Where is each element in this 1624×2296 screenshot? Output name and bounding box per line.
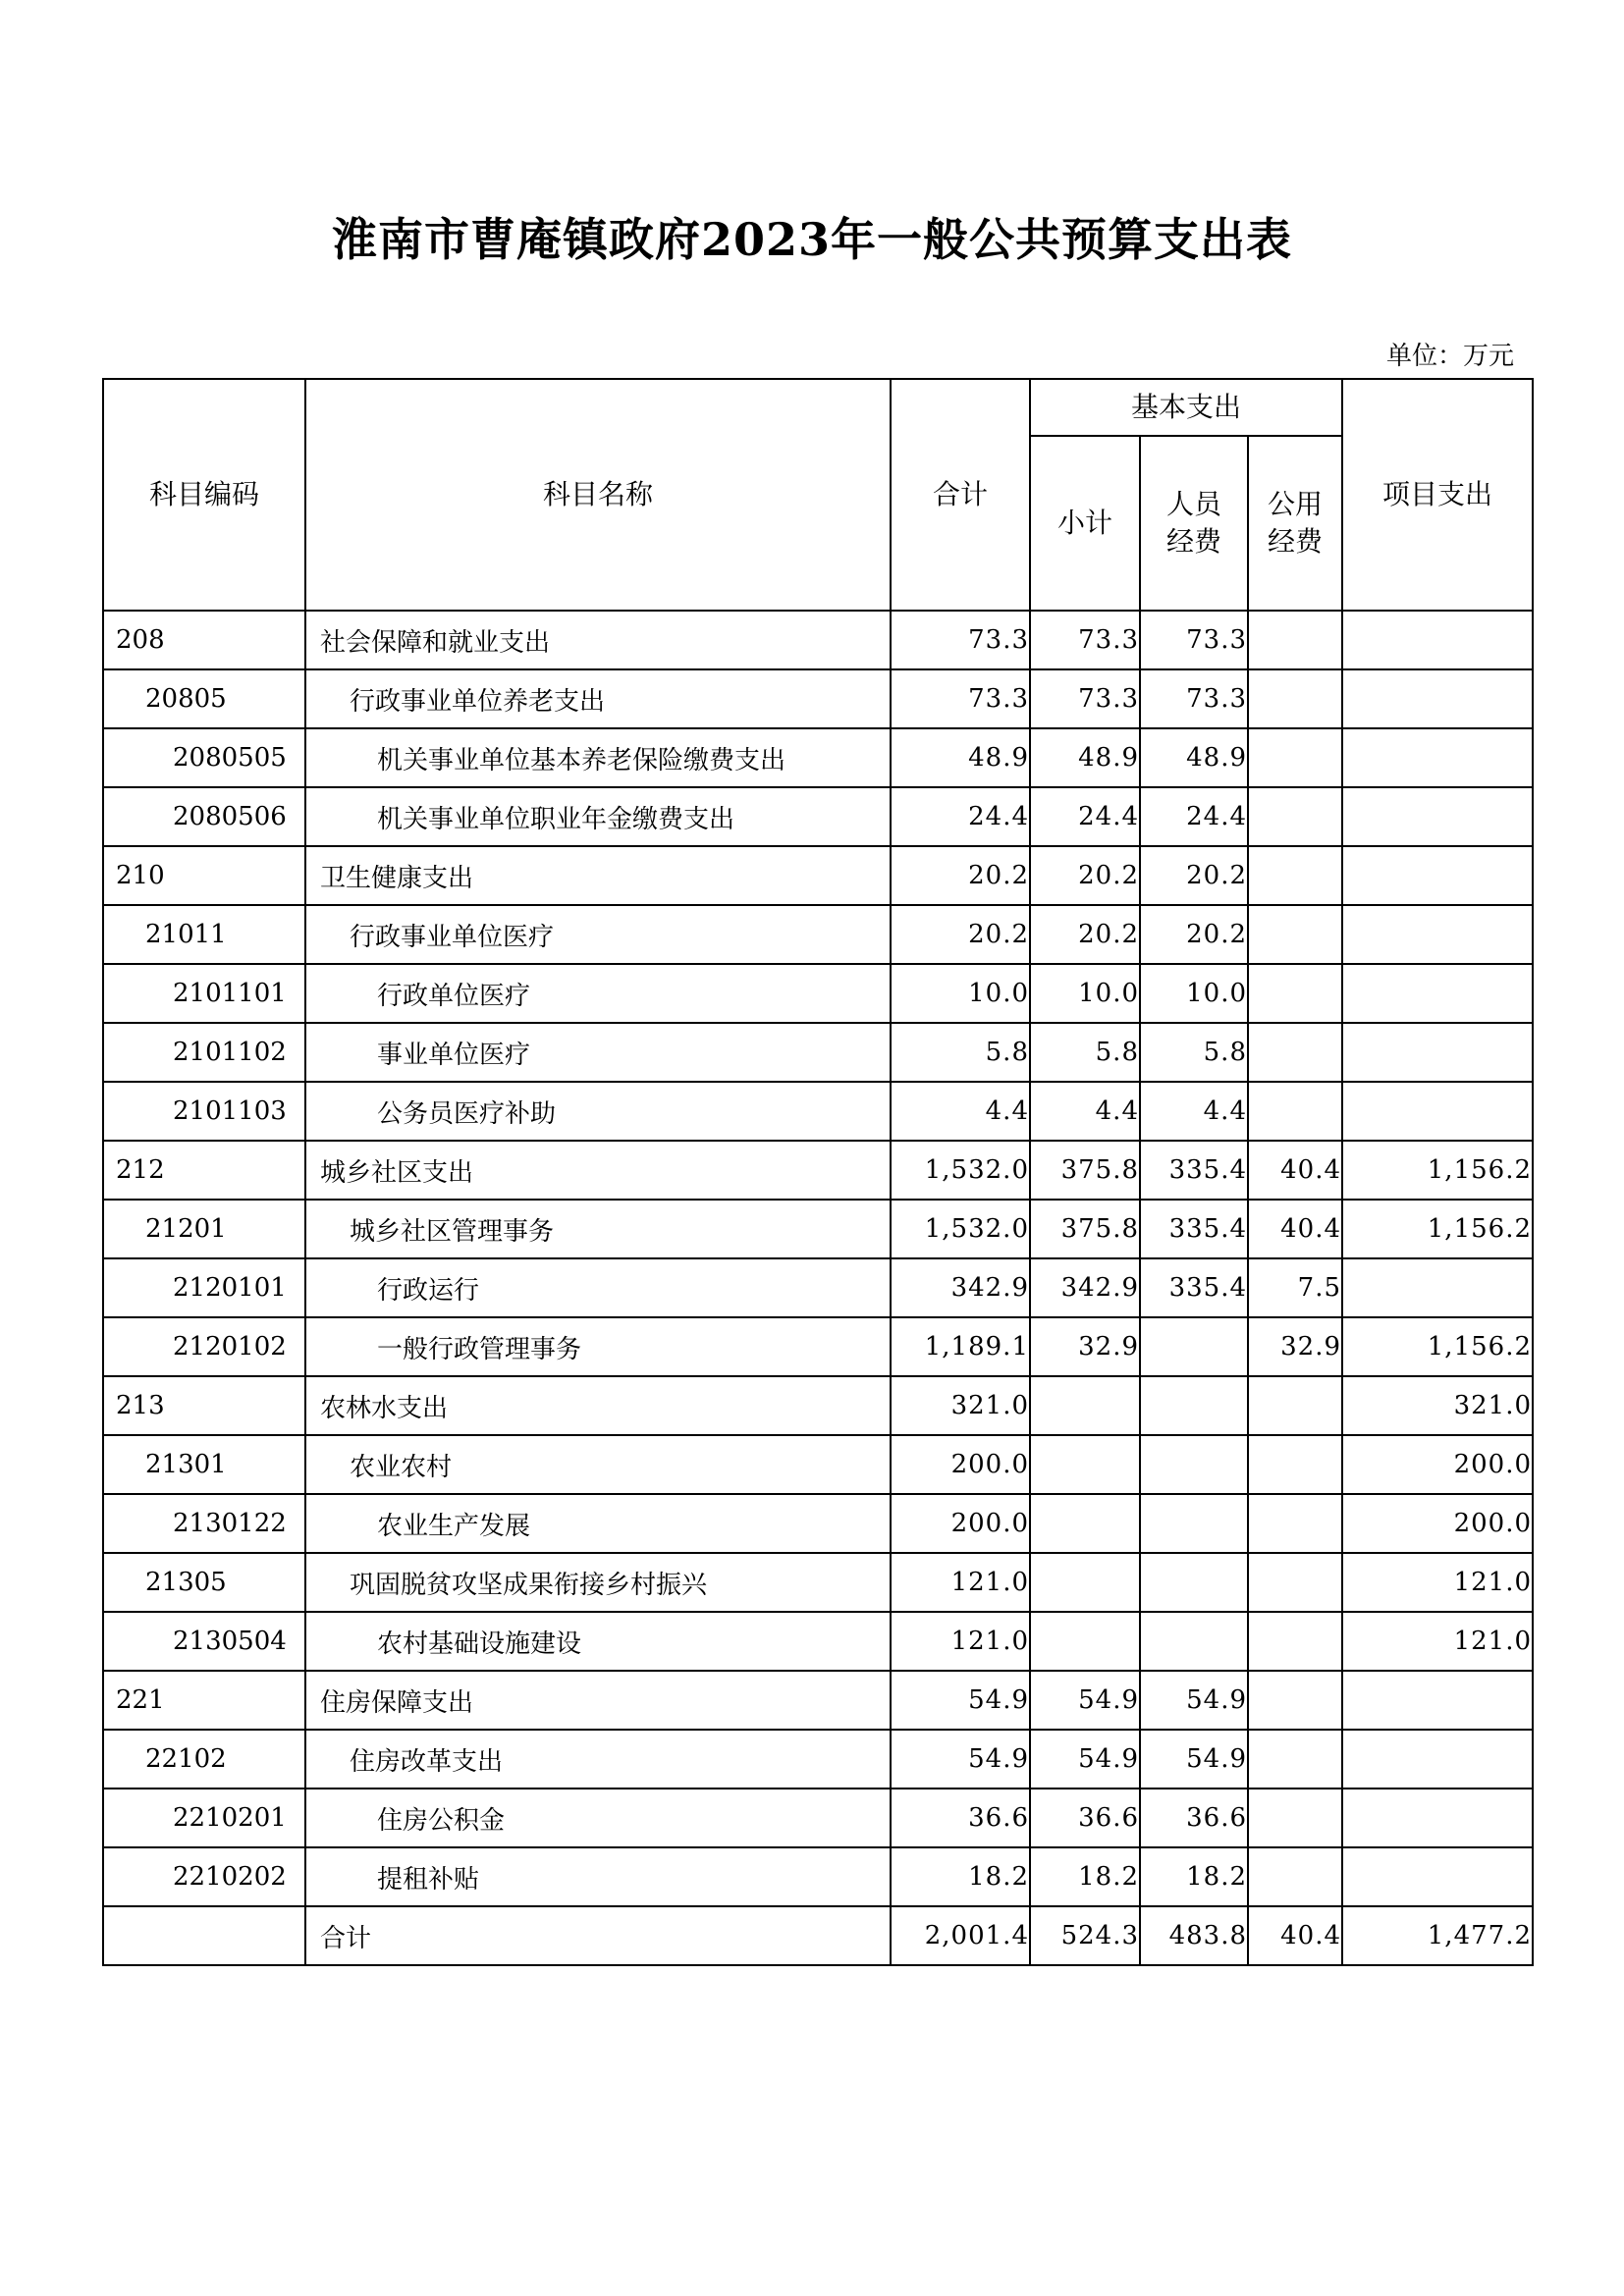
total-cell: 73.3 [891, 669, 1030, 728]
table-row [103, 1141, 1533, 1200]
table-row [103, 964, 1533, 1023]
personnel-cell: 335.4 [1140, 1258, 1248, 1317]
project-cell [1342, 1082, 1533, 1141]
name-cell: 城乡社区支出 [305, 1141, 891, 1200]
code-cell: 21301 [103, 1435, 305, 1494]
total-cell: 73.3 [891, 611, 1030, 669]
code-cell: 210 [103, 846, 305, 905]
total-cell: 20.2 [891, 846, 1030, 905]
project-cell: 1,477.2 [1342, 1906, 1533, 1965]
name-cell: 提租补贴 [305, 1847, 891, 1906]
code-cell: 2120102 [103, 1317, 305, 1376]
personnel-cell: 73.3 [1140, 611, 1248, 669]
project-cell: 200.0 [1342, 1435, 1533, 1494]
public-cell [1248, 669, 1342, 728]
public-cell [1248, 787, 1342, 846]
code-cell: 2101102 [103, 1023, 305, 1082]
header-subtotal: 小计 [1030, 436, 1140, 611]
project-cell [1342, 787, 1533, 846]
project-cell: 321.0 [1342, 1376, 1533, 1435]
personnel-cell: 18.2 [1140, 1847, 1248, 1906]
name-cell: 行政事业单位医疗 [305, 905, 891, 964]
personnel-cell: 48.9 [1140, 728, 1248, 787]
project-cell [1342, 964, 1533, 1023]
subtotal-cell [1030, 1494, 1140, 1553]
public-cell [1248, 1435, 1342, 1494]
code-cell: 22102 [103, 1730, 305, 1789]
code-cell: 2130122 [103, 1494, 305, 1553]
total-cell: 5.8 [891, 1023, 1030, 1082]
table-row [103, 1435, 1533, 1494]
name-cell: 行政单位医疗 [305, 964, 891, 1023]
personnel-cell: 483.8 [1140, 1906, 1248, 1965]
public-cell [1248, 1671, 1342, 1730]
total-cell: 20.2 [891, 905, 1030, 964]
name-cell: 一般行政管理事务 [305, 1317, 891, 1376]
project-cell [1342, 1730, 1533, 1789]
total-cell: 18.2 [891, 1847, 1030, 1906]
total-cell: 200.0 [891, 1494, 1030, 1553]
subtotal-cell: 36.6 [1030, 1789, 1140, 1847]
table-row [103, 1317, 1533, 1376]
code-cell [103, 1906, 305, 1965]
code-cell: 2210201 [103, 1789, 305, 1847]
total-cell: 121.0 [891, 1553, 1030, 1612]
table-row [103, 1376, 1533, 1435]
name-cell: 农业生产发展 [305, 1494, 891, 1553]
personnel-cell: 54.9 [1140, 1730, 1248, 1789]
total-cell: 4.4 [891, 1082, 1030, 1141]
public-cell [1248, 905, 1342, 964]
header-project: 项目支出 [1342, 379, 1533, 611]
table-row [103, 1730, 1533, 1789]
total-cell: 10.0 [891, 964, 1030, 1023]
public-cell: 40.4 [1248, 1141, 1342, 1200]
personnel-cell: 335.4 [1140, 1141, 1248, 1200]
project-cell [1342, 1671, 1533, 1730]
table-row [103, 669, 1533, 728]
header-personnel [1140, 436, 1248, 611]
table-row [103, 846, 1533, 905]
subtotal-cell: 54.9 [1030, 1671, 1140, 1730]
name-cell: 巩固脱贫攻坚成果衔接乡村振兴 [305, 1553, 891, 1612]
project-cell [1342, 611, 1533, 669]
personnel-cell: 4.4 [1140, 1082, 1248, 1141]
name-cell: 农村基础设施建设 [305, 1612, 891, 1671]
personnel-cell [1140, 1435, 1248, 1494]
public-cell [1248, 1789, 1342, 1847]
header-public-text: 公用经费 [1267, 488, 1323, 558]
subtotal-cell [1030, 1435, 1140, 1494]
total-cell: 1,532.0 [891, 1141, 1030, 1200]
total-cell: 1,189.1 [891, 1317, 1030, 1376]
code-cell: 21305 [103, 1553, 305, 1612]
header-basic: 基本支出 [1030, 379, 1342, 436]
personnel-cell: 5.8 [1140, 1023, 1248, 1082]
personnel-cell [1140, 1612, 1248, 1671]
public-cell [1248, 1553, 1342, 1612]
project-cell: 121.0 [1342, 1553, 1533, 1612]
name-cell: 住房改革支出 [305, 1730, 891, 1789]
project-cell [1342, 1023, 1533, 1082]
total-cell: 321.0 [891, 1376, 1030, 1435]
project-cell [1342, 1847, 1533, 1906]
code-cell: 221 [103, 1671, 305, 1730]
name-cell: 卫生健康支出 [305, 846, 891, 905]
name-cell: 公务员医疗补助 [305, 1082, 891, 1141]
code-cell: 21201 [103, 1200, 305, 1258]
total-cell: 200.0 [891, 1435, 1030, 1494]
public-cell: 32.9 [1248, 1317, 1342, 1376]
table-row [103, 787, 1533, 846]
total-cell: 1,532.0 [891, 1200, 1030, 1258]
subtotal-cell [1030, 1612, 1140, 1671]
public-cell [1248, 728, 1342, 787]
name-cell: 事业单位医疗 [305, 1023, 891, 1082]
public-cell: 7.5 [1248, 1258, 1342, 1317]
subtotal-cell [1030, 1553, 1140, 1612]
subtotal-cell: 4.4 [1030, 1082, 1140, 1141]
personnel-cell [1140, 1376, 1248, 1435]
table-row [103, 1847, 1533, 1906]
table-row [103, 611, 1533, 669]
project-cell [1342, 846, 1533, 905]
table-row [103, 728, 1533, 787]
personnel-cell: 20.2 [1140, 905, 1248, 964]
name-cell: 机关事业单位职业年金缴费支出 [305, 787, 891, 846]
public-cell [1248, 1023, 1342, 1082]
subtotal-cell: 20.2 [1030, 905, 1140, 964]
project-cell [1342, 1258, 1533, 1317]
code-cell: 2101101 [103, 964, 305, 1023]
public-cell [1248, 1612, 1342, 1671]
code-cell: 2130504 [103, 1612, 305, 1671]
table-row [103, 1258, 1533, 1317]
table-row [103, 1612, 1533, 1671]
public-cell [1248, 1730, 1342, 1789]
table-row [103, 1553, 1533, 1612]
code-cell: 2120101 [103, 1258, 305, 1317]
subtotal-cell: 32.9 [1030, 1317, 1140, 1376]
name-cell: 住房公积金 [305, 1789, 891, 1847]
subtotal-cell [1030, 1376, 1140, 1435]
personnel-cell: 20.2 [1140, 846, 1248, 905]
code-cell: 2210202 [103, 1847, 305, 1906]
name-cell: 社会保障和就业支出 [305, 611, 891, 669]
project-cell [1342, 905, 1533, 964]
subtotal-cell: 375.8 [1030, 1141, 1140, 1200]
public-cell [1248, 1082, 1342, 1141]
budget-table [102, 378, 1534, 1966]
table-row [103, 1494, 1533, 1553]
subtotal-cell: 54.9 [1030, 1730, 1140, 1789]
personnel-cell: 54.9 [1140, 1671, 1248, 1730]
total-cell: 36.6 [891, 1789, 1030, 1847]
table-row [103, 1671, 1533, 1730]
code-cell: 2080506 [103, 787, 305, 846]
project-cell [1342, 669, 1533, 728]
total-cell: 2,001.4 [891, 1906, 1030, 1965]
public-cell [1248, 1847, 1342, 1906]
code-cell: 2101103 [103, 1082, 305, 1141]
table-row [103, 1200, 1533, 1258]
public-cell: 40.4 [1248, 1906, 1342, 1965]
page-title: 淮南市曹庵镇政府2023年一般公共预算支出表 [331, 213, 1293, 266]
subtotal-cell: 375.8 [1030, 1200, 1140, 1258]
table-row [103, 1082, 1533, 1141]
table-row [103, 1789, 1533, 1847]
name-cell: 合计 [305, 1906, 891, 1965]
project-cell: 200.0 [1342, 1494, 1533, 1553]
personnel-cell: 335.4 [1140, 1200, 1248, 1258]
subtotal-cell: 48.9 [1030, 728, 1140, 787]
total-cell: 48.9 [891, 728, 1030, 787]
header-public [1248, 436, 1342, 611]
personnel-cell [1140, 1317, 1248, 1376]
header-personnel-text: 人员经费 [1165, 488, 1221, 558]
project-cell [1342, 728, 1533, 787]
table-body [103, 611, 1533, 1965]
subtotal-cell: 18.2 [1030, 1847, 1140, 1906]
table-row [103, 905, 1533, 964]
code-cell: 2080505 [103, 728, 305, 787]
unit-label: 单位：万元 [1385, 342, 1514, 371]
public-cell [1248, 1494, 1342, 1553]
name-cell: 行政事业单位养老支出 [305, 669, 891, 728]
name-cell: 行政运行 [305, 1258, 891, 1317]
project-cell: 1,156.2 [1342, 1317, 1533, 1376]
personnel-cell: 73.3 [1140, 669, 1248, 728]
total-cell: 24.4 [891, 787, 1030, 846]
name-cell: 农林水支出 [305, 1376, 891, 1435]
project-cell: 1,156.2 [1342, 1200, 1533, 1258]
public-cell [1248, 964, 1342, 1023]
header-total: 合计 [891, 379, 1030, 611]
personnel-cell: 24.4 [1140, 787, 1248, 846]
table-row [103, 1023, 1533, 1082]
name-cell: 农业农村 [305, 1435, 891, 1494]
personnel-cell [1140, 1553, 1248, 1612]
code-cell: 208 [103, 611, 305, 669]
code-cell: 21011 [103, 905, 305, 964]
subtotal-cell: 20.2 [1030, 846, 1140, 905]
subtotal-cell: 524.3 [1030, 1906, 1140, 1965]
public-cell [1248, 611, 1342, 669]
table-row [103, 1906, 1533, 1965]
total-cell: 121.0 [891, 1612, 1030, 1671]
code-cell: 20805 [103, 669, 305, 728]
code-cell: 212 [103, 1141, 305, 1200]
total-cell: 54.9 [891, 1730, 1030, 1789]
header-name: 科目名称 [305, 379, 891, 611]
public-cell [1248, 846, 1342, 905]
subtotal-cell: 24.4 [1030, 787, 1140, 846]
personnel-cell: 36.6 [1140, 1789, 1248, 1847]
name-cell: 住房保障支出 [305, 1671, 891, 1730]
project-cell [1342, 1789, 1533, 1847]
subtotal-cell: 5.8 [1030, 1023, 1140, 1082]
public-cell [1248, 1376, 1342, 1435]
personnel-cell [1140, 1494, 1248, 1553]
subtotal-cell: 10.0 [1030, 964, 1140, 1023]
public-cell: 40.4 [1248, 1200, 1342, 1258]
subtotal-cell: 73.3 [1030, 669, 1140, 728]
code-cell: 213 [103, 1376, 305, 1435]
subtotal-cell: 73.3 [1030, 611, 1140, 669]
name-cell: 机关事业单位基本养老保险缴费支出 [305, 728, 891, 787]
project-cell: 1,156.2 [1342, 1141, 1533, 1200]
total-cell: 342.9 [891, 1258, 1030, 1317]
name-cell: 城乡社区管理事务 [305, 1200, 891, 1258]
project-cell: 121.0 [1342, 1612, 1533, 1671]
personnel-cell: 10.0 [1140, 964, 1248, 1023]
subtotal-cell: 342.9 [1030, 1258, 1140, 1317]
total-cell: 54.9 [891, 1671, 1030, 1730]
header-code: 科目编码 [103, 379, 305, 611]
